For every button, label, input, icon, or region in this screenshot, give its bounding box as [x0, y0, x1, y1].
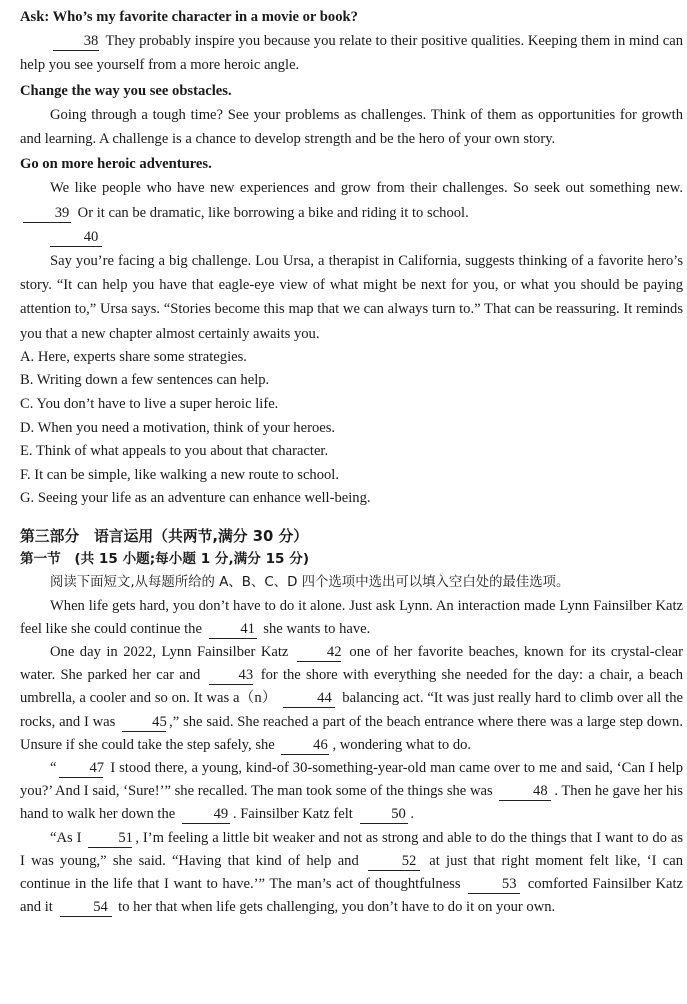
- blank-45: 45: [122, 713, 166, 732]
- section-3-instruction: 阅读下面短文,从每题所给的 A、B、C、D 四个选项中选出可以填入空白处的最佳选项。: [50, 575, 570, 591]
- say-paragraph: Say you’re facing a big challenge. Lou Ursa, a therapist in California, suggests thinking of a favorite hero’s story. “It can help you have that eagle-eye view of what might be next for you, or what you should be paying attention to,” Ursa says. “Stories become this map that we can always turn to.” That can be reassuring. It reminds you that a new chapter almost certainly awaits you.: [20, 253, 683, 342]
- blank-51: 51: [88, 829, 132, 848]
- options-list: [20, 346, 683, 511]
- blank-39: 39: [23, 204, 71, 223]
- blank-46: 46: [281, 736, 329, 755]
- go-heading: Go on more heroic adventures.: [20, 156, 212, 173]
- blank-40: 40: [50, 228, 102, 247]
- option-a: A. Here, experts share some strategies.: [20, 348, 247, 365]
- blank-41: 41: [209, 620, 257, 639]
- section-3-heading: 第三部分 语言运用（共两节,满分 30 分）: [20, 528, 309, 545]
- option-g: G. Seeing your life as an adventure can enhance well-being.: [20, 490, 371, 507]
- blank-52: 52: [368, 852, 420, 871]
- section-3-subheading: 第一节 (共 15 小题;每小题 1 分,满分 15 分): [20, 551, 310, 568]
- blank-50: 50: [360, 805, 408, 824]
- blank-38: 38: [53, 32, 99, 51]
- blank-43: 43: [209, 666, 253, 685]
- option-d: D. When you need a motivation, think of your heroes.: [20, 419, 336, 436]
- blank-47: 47: [59, 759, 103, 778]
- cloze-paragraph-4: “As I 51 , I’m feeling a little bit weaker and not as strong and able to do the things that I want to do as I was young,” she said. “Having that kind of help and 52 at just that right moment felt like, ‘I can continue in the life that I want to have.’” The man’s act of thoughtfulness 53 comforted Fainsilber Katz and it 54 to her that when life gets challenging, you don’t have to do it on your own.: [20, 829, 684, 916]
- go-paragraph: We like people who have new experiences and grow from their challenges. So seek out something new. 39 Or it can be dramatic, like borrowing a bike and riding it to school.: [20, 176, 683, 224]
- option-e: E. Think of what appeals to you about that character.: [20, 443, 329, 460]
- change-paragraph: Going through a tough time? See your problems as challenges. Think of them as opportunities for growth and learning. A challenge is a chance to develop strength and be the hero of your own story.: [20, 106, 683, 148]
- option-f: F. It can be simple, like walking a new route to school.: [20, 466, 340, 483]
- blank-49: 49: [182, 805, 230, 824]
- cloze-paragraph-2: One day in 2022, Lynn Fainsilber Katz 42 one of her favorite beaches, known for its crystal-clear water. She parked her car and 43 for the shore with everything she needed for the day: a chair, a beach umbrella, a cooler and so on. It was a（n） 44 balancing act. “It was just really hard to climb over all the rocks, and I was 45 ,” she said. She reached a part of the beach entrance where there was a large step down. Unsure if she could take the step safely, she 46 , wondering what to do.: [20, 644, 684, 753]
- blank-48: 48: [499, 782, 551, 801]
- cloze-paragraph-1: When life gets hard, you don’t have to do it alone. Just ask Lynn. An interaction made Lynn Fainsilber Katz feel like she could continue the 41 she wants to have.: [20, 597, 683, 637]
- blank-54: 54: [60, 898, 112, 917]
- cloze-paragraph-3: “ 47 I stood there, a young, kind-of 30-something-year-old man came over to me and said, ‘Can I help you?’ And I said, ‘Sure!’” she recalled. The man took some of the things she was 48 . Then he gave her his hand to walk her down the 49 . Fainsilber Katz felt 50 .: [20, 760, 683, 823]
- change-heading: Change the way you see obstacles.: [20, 82, 232, 99]
- blank-53: 53: [468, 875, 520, 894]
- blank-44: 44: [283, 689, 335, 708]
- ask-heading: Ask: Who’s my favorite character in a movie or book?: [20, 9, 358, 25]
- option-c: C. You don’t have to live a super heroic life.: [20, 396, 279, 413]
- option-b: B. Writing down a few sentences can help.: [20, 372, 270, 389]
- section-3: [20, 525, 683, 919]
- ask-paragraph: 38 They probably inspire you because you relate to their positive qualities. Keeping them in mind can help you see yourself from a more heroic angle.: [20, 33, 683, 74]
- blank-40-line: [20, 225, 683, 249]
- blank-42: 42: [297, 643, 341, 662]
